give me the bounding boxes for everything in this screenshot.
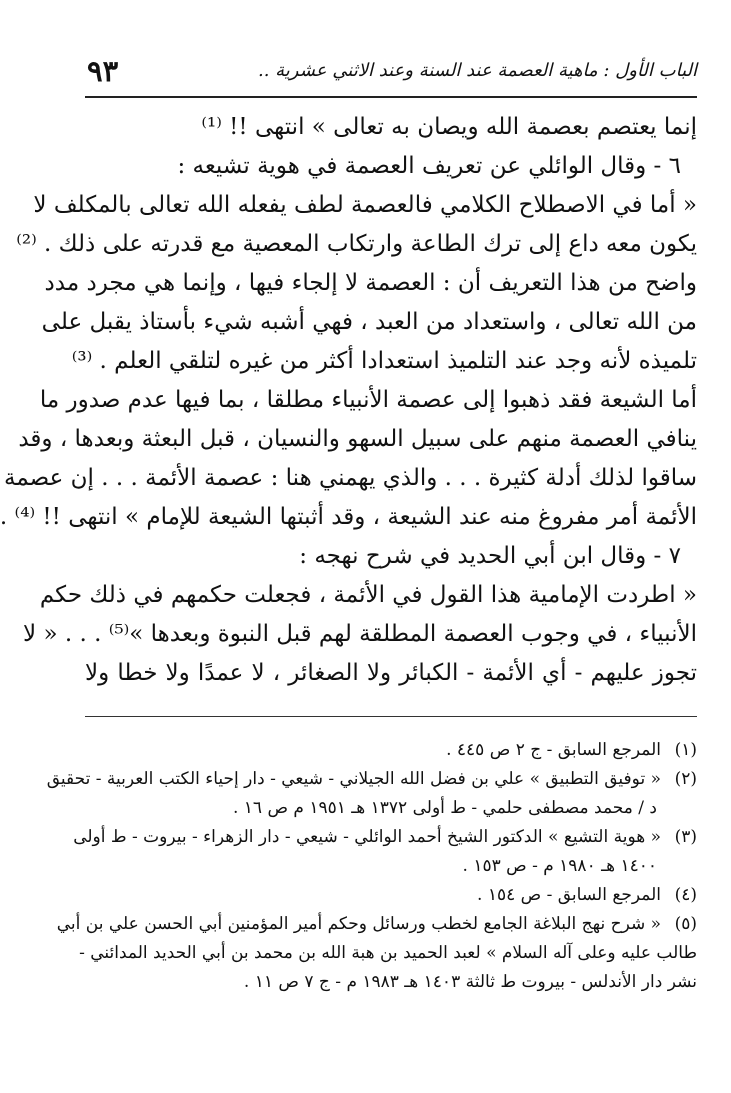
text-line: من الله تعالى ، واستعداد من العبد ، فهي أشبه شيء بأستاذ يقبل على [41,309,697,335]
footnote-number: (٢) [674,769,697,789]
text-line: ٦ - وقال الوائلي عن تعريف العصمة في هوية تشيعه : [177,153,681,179]
footnote-5 [56,910,697,997]
footnote-number: (١) [674,740,697,760]
footnote-3 [73,823,697,881]
footnote-text: المرجع السابق - ج ٢ ص ٤٤٥ . [446,740,661,760]
footnote-text: « هوية التشيع » الدكتور الشيخ أحمد الوائلي - شيعي - دار الزهراء - بيروت - ط أولى [73,827,661,847]
footnote-text: نشر دار الأندلس - بيروت ط ثالثة ١٤٠٣ هـ ١٩٨٣ م - ج ٧ ص ١١ . [243,972,697,992]
footnote-text: « توفيق التطبيق » علي بن فضل الله الجيلاني - شيعي - دار إحياء الكتب العربية - تحقيق [46,769,661,789]
footnote-text: طالب عليه وعلى آله السلام » لعبد الحميد بن هبة الله بن محمد بن أبي الحديد المدائني - [79,943,697,963]
running-title: الباب الأول : ماهية العصمة عند السنة وعند الاثني عشرية .. [257,60,697,81]
text-line: أما الشيعة فقد ذهبوا إلى عصمة الأنبياء مطلقا ، بما فيها عدم صدور ما [39,387,697,413]
footnote-text: المرجع السابق - ص ١٥٤ . [477,885,661,905]
page-header [85,52,697,92]
footnotes [46,736,697,997]
footnote-number: (٣) [674,827,697,847]
text-line: تجوز عليهم - أي الأئمة - الكبائر ولا الصغائر ، لا عمدًا ولا خطا ولا [85,660,697,686]
text-line: تلميذه لأنه وجد عند التلميذ استعدادا أكثر من غيره لتلقي العلم . ⁽³⁾ [71,348,697,374]
page-number: ٩٣ [87,54,119,88]
text-line: الأنبياء ، في وجوب العصمة المطلقة لهم قبل النبوة وبعدها »⁽⁵⁾ . . . « لا [23,621,697,647]
footnote-4 [85,881,697,910]
main-text [0,108,697,693]
footnote-rule [85,716,697,717]
text-line: « اطردت الإمامية هذا القول في الأئمة ، فجعلت حكمهم في ذلك حكم [39,582,697,608]
footnote-1 [85,736,697,765]
footnote-text: د / محمد مصطفى حلمي - ط أولى ١٣٧٢ هـ ١٩٥١ م ص ١٦ . [232,798,657,818]
text-line: الأئمة أمر مفروغ منه عند الشيعة ، وقد أثبتها الشيعة للإمام » انتهى !! ⁽⁴⁾ . [0,504,697,530]
footnote-text: « شرح نهج البلاغة الجامع لخطب ورسائل وحكم أمير المؤمنين أبي الحسن علي بن أبي [56,914,661,934]
footnote-2 [46,765,697,823]
text-line: ينافي العصمة منهم على سبيل السهو والنسيان ، قبل البعثة وبعدها ، وقد [18,426,697,452]
text-line: ٧ - وقال ابن أبي الحديد في شرح نهجه : [299,543,681,569]
text-line: واضح من هذا التعريف أن : العصمة لا إلجاء فيها ، وإنما هي مجرد مدد [44,270,697,296]
footnote-text: ١٤٠٠ هـ ١٩٨٠ م - ص ١٥٣ . [462,856,657,876]
text-line: يكون معه داع إلى ترك الطاعة وارتكاب المعصية مع قدرته على ذلك . ⁽²⁾ [16,231,697,257]
footnote-number: (٤) [674,885,697,905]
text-line: ساقوا لذلك أدلة كثيرة . . . والذي يهمني هنا : عصمة الأئمة . . . إن عصمة [4,465,697,491]
footnote-number: (٥) [674,914,697,934]
text-line: « أما في الاصطلاح الكلامي فالعصمة لطف يفعله الله تعالى بالمكلف لا [33,192,697,218]
text-line: إنما يعتصم بعصمة الله ويصان به تعالى » انتهى !! ⁽¹⁾ [201,114,697,140]
header-rule [85,96,697,98]
